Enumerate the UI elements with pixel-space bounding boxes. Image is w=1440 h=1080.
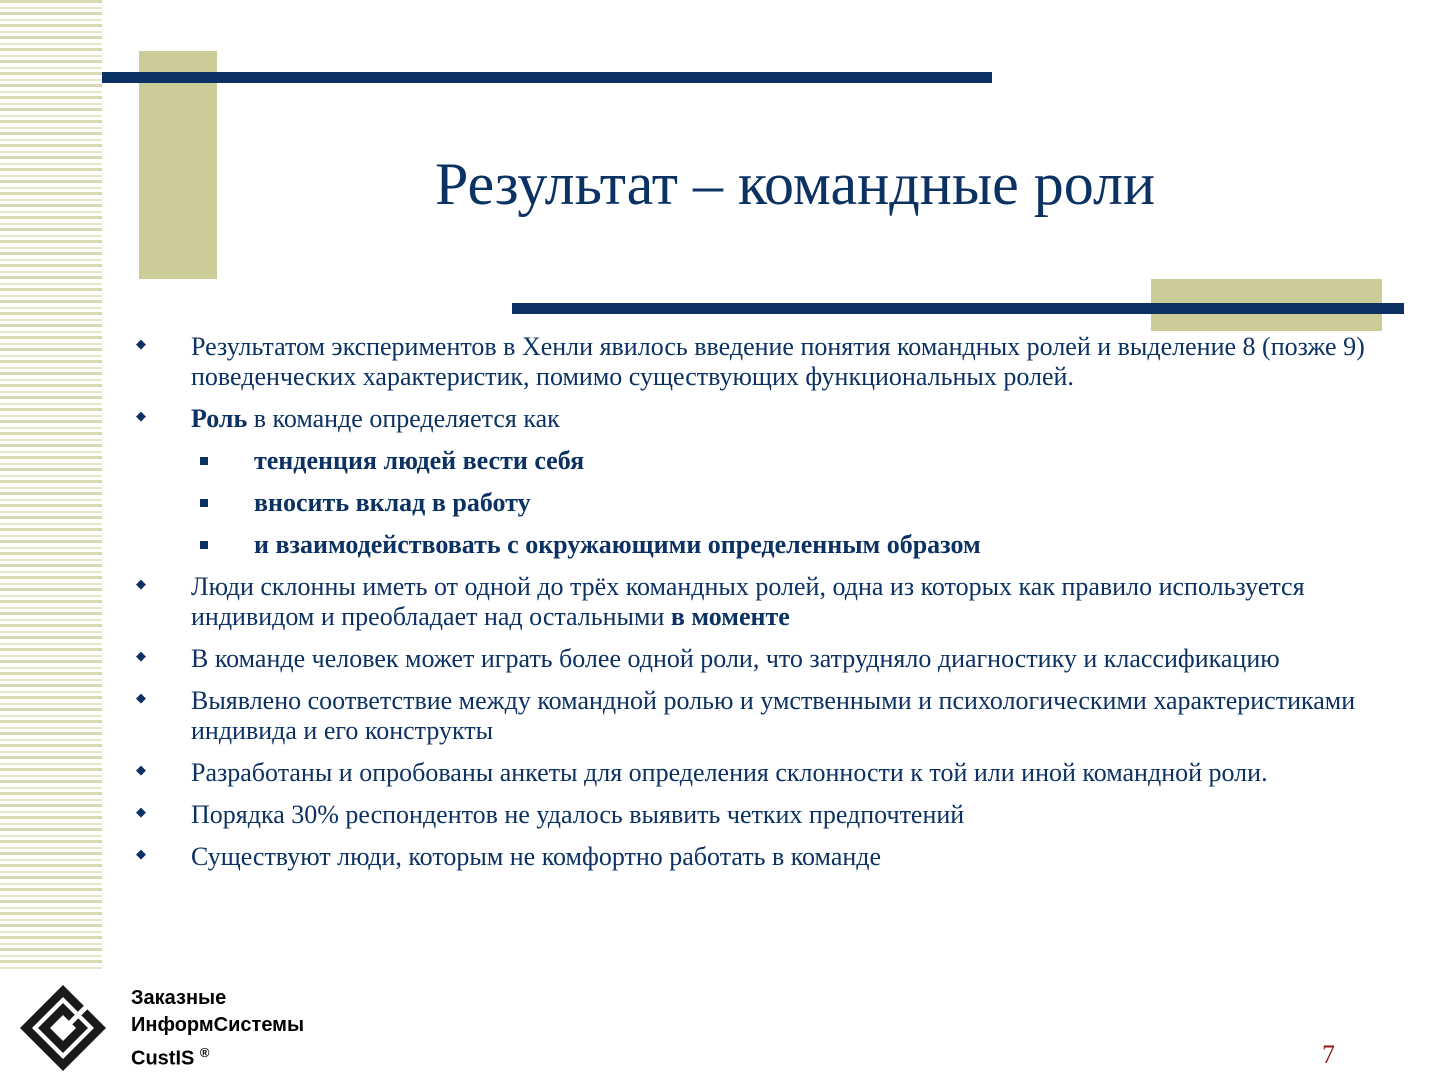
bullet-diamond-icon: ◆ (136, 576, 146, 591)
bullet-diamond-icon: ◆ (136, 648, 146, 663)
decorative-navy-bar-top (102, 72, 992, 83)
bullet-diamond-icon: ◆ (136, 804, 146, 819)
page-number: 7 (1322, 1040, 1335, 1069)
bullet-diamond-icon: ◆ (136, 846, 146, 861)
bullet-item (130, 686, 1370, 746)
bullet-item (130, 758, 1370, 788)
bullet-text: В команде человек может играть более одной роли, что затрудняло диагностику и классификацию (191, 644, 1280, 673)
bullet-diamond-icon: ◆ (136, 408, 146, 423)
company-line (131, 1039, 304, 1073)
bullet-item (130, 572, 1370, 632)
bullet-text: Существуют люди, которым не комфортно работать в команде (191, 842, 882, 871)
bullet-text: Выявлено соответствие между командной ролью и умственными и психологическими характеристиками индивида и его конструкты (191, 686, 1356, 745)
sub-bullet-item (130, 530, 1370, 560)
sub-bullet-text: и взаимодействовать с окружающими определенным образом (254, 530, 981, 559)
bullet-bold-tail: в моменте (670, 602, 790, 631)
registered-mark: ® (199, 1045, 210, 1060)
sub-bullet-item (130, 488, 1370, 518)
slide-content (130, 332, 1370, 884)
bullet-text: в команде определяется как (247, 404, 560, 433)
bullet-text: Порядка 30% респондентов не удалось выявить четких предпочтений (191, 800, 965, 829)
bullet-text: Люди склонны иметь от одной до трёх командных ролей, одна из которых как правило используется индивидом и преобладает над остальными (191, 572, 1305, 631)
bullet-bold-lead: Роль (191, 404, 248, 433)
bullet-item (130, 644, 1370, 674)
sub-bullet-text: тенденция людей вести себя (254, 446, 585, 475)
slide-title: Результат – командные роли (434, 151, 1156, 217)
decorative-navy-bar-bottom (512, 303, 1404, 314)
bullet-diamond-icon: ◆ (136, 336, 146, 351)
company-line: Заказные (131, 987, 227, 1009)
custis-diamond-logo-icon (18, 983, 108, 1073)
sub-bullet-text: вносить вклад в работу (254, 488, 531, 517)
bullet-diamond-icon: ◆ (136, 690, 146, 705)
company-name (131, 985, 304, 1073)
bullet-square-icon (200, 541, 208, 549)
bullet-text: Результатом экспериментов в Хенли явилось введение понятия командных ролей и выделение 8 (позже 9) поведенческих характеристик, помимо существующих функциональных ролей. (191, 332, 1365, 391)
bullet-square-icon (200, 499, 208, 507)
decorative-olive-block-left (139, 51, 217, 279)
bullet-square-icon (200, 457, 208, 465)
bullet-item (130, 842, 1370, 872)
bullet-text: Разработаны и опробованы анкеты для определения склонности к той или иной командной роли. (191, 758, 1268, 787)
decorative-stripes (0, 0, 102, 970)
bullet-item (130, 404, 1370, 434)
bullet-item (130, 332, 1370, 392)
bullet-item (130, 800, 1370, 830)
company-brand: CustIS (131, 1047, 195, 1070)
company-line: ИнформСистемы (131, 1014, 305, 1036)
bullet-diamond-icon: ◆ (136, 762, 146, 777)
sub-bullet-item (130, 446, 1370, 476)
